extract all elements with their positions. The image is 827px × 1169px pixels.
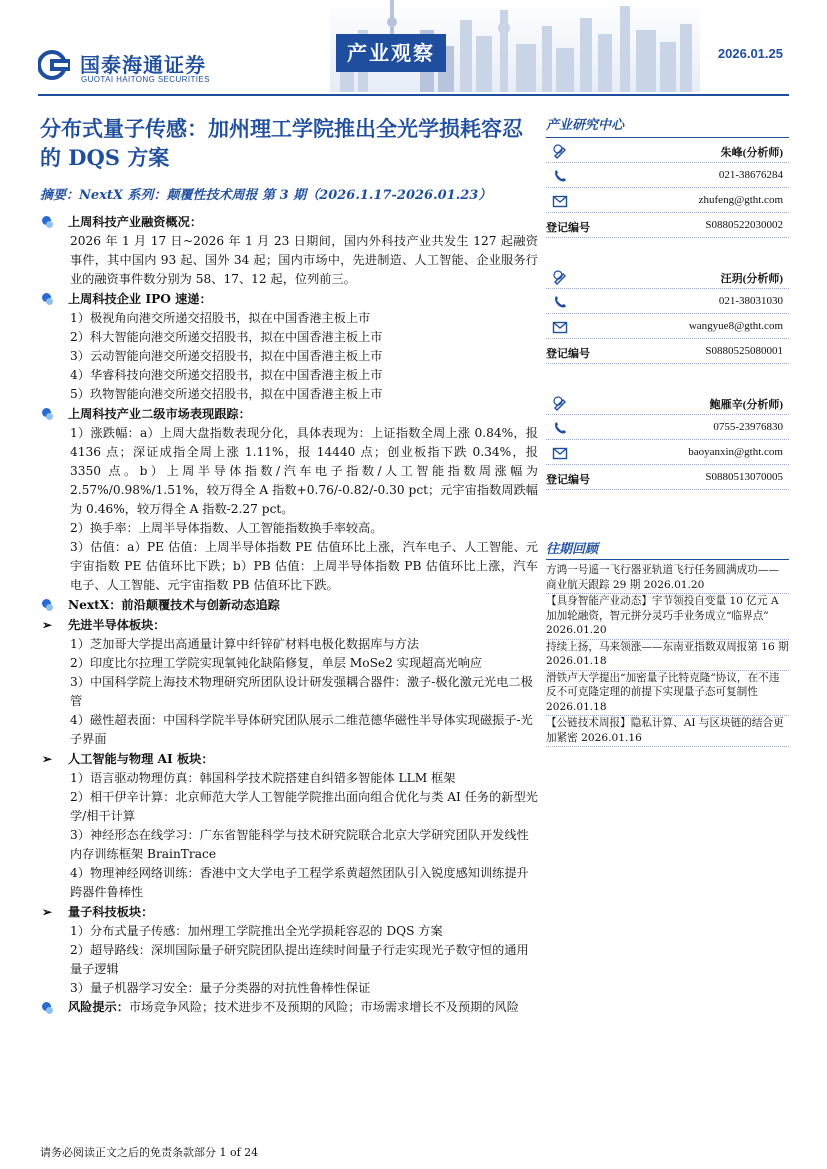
- list-item: 2）科大智能向港交所递交招股书，拟在中国香港主板上市: [70, 330, 383, 344]
- page-footer: 请务必阅读正文之后的免责条款部分 1 of 24: [40, 1146, 259, 1159]
- subsection-heading: ➢ 先进半导体板块：: [40, 615, 538, 635]
- section-heading: 上周科技产业融资概况：: [40, 212, 538, 232]
- risk-text: 市场竞争风险；技术进步不及预期的风险；市场需求增长不及预期的风险: [128, 1000, 519, 1014]
- bullet-dot-icon: [40, 598, 54, 612]
- bullet-dot-icon: [40, 292, 54, 306]
- section-heading: NextX：前沿颠覆技术与创新动态追踪: [40, 595, 538, 615]
- list-item: 3）中国科学院上海技术物理研究所团队设计研发强耦合器件：激子-极化激元光电二极管: [70, 675, 533, 708]
- reg-label: 登记编号: [546, 347, 590, 360]
- email-icon: [552, 445, 568, 461]
- report-title: 分布式量子传感：加州理工学院推出全光学损耗容忍的 DQS 方案: [40, 116, 523, 170]
- analyst-card: [546, 390, 789, 490]
- page-header: [0, 0, 827, 96]
- arrow-icon: ➢: [41, 617, 53, 632]
- history-item[interactable]: 持续上扬，马来领涨——东南亚指数双周报第 16 期 2026.01.18: [546, 640, 789, 671]
- paragraph: 1）涨跌幅：a）上周大盘指数表现分化，具体表现为：上证指数全周上涨 0.84%，报 4136 点；深证成指全周上涨 1.11%，报 14440 点；创业板指下跌 0.34%，报 3350 点。b）上周半导体指数/汽车电子指数/人工智能指数周涨幅为 2.57%/0.98%/1.51%，较万得全 A 指数+0.76/-0.82/-0.30 pct；元宇宙指数周跌幅为 0.46%，较万得全 A 指数-2.27 pct。: [70, 426, 538, 516]
- list-item: 4）华睿科技向港交所递交招股书，拟在中国香港主板上市: [70, 368, 383, 382]
- analyst-name: 鲍雁辛(分析师): [709, 399, 783, 411]
- list-item: 3）神经形态在线学习：广东省智能科学与技术研究院联合北京大学研究团队开发线性内存训练框架 BrainTrace: [70, 828, 529, 861]
- analyst-name: 汪玥(分析师): [720, 273, 783, 285]
- phone-icon: [552, 420, 568, 436]
- pen-icon: [552, 143, 568, 159]
- list-item: 1）极视角向港交所递交招股书，拟在中国香港主板上市: [70, 311, 371, 325]
- email-icon: [552, 319, 568, 335]
- analyst-email[interactable]: baoyanxin@gtht.com: [688, 446, 783, 458]
- brand-name-en: GUOTAI HAITONG SECURITIES: [81, 75, 210, 84]
- analyst-name: 朱峰(分析师): [720, 147, 783, 159]
- paragraph: 2026 年 1 月 17 日~2026 年 1 月 23 日期间，国内外科技产业共发生 127 起融资事件，其中国内 93 起、国外 34 起；国内市场中，先进制造、人工智能、企业服务行业的融资事件数分别为 58、17、12 起，位列前三。: [70, 234, 538, 286]
- analyst-reg: S0880513070005: [705, 471, 783, 483]
- history-item[interactable]: 方鸿一号遥一飞行器亚轨道飞行任务圆满成功——商业航天跟踪 29 期 2026.01.20: [546, 563, 789, 594]
- list-item: 4）磁性超表面：中国科学院半导体研究团队展示二维范德华磁性半导体实现磁振子-光子界面: [70, 713, 533, 746]
- arrow-icon: ➢: [41, 904, 53, 919]
- analyst-reg: S0880525080001: [705, 345, 783, 357]
- brand-logo-icon: [38, 50, 72, 80]
- list-item: 1）语言驱动物理仿真：韩国科学技术院搭建自纠错多智能体 LLM 框架: [70, 771, 456, 785]
- reg-label: 登记编号: [546, 221, 590, 234]
- list-item: 1）芝加哥大学提出高通量计算中纤锌矿材料电极化数据库与方法: [70, 637, 420, 651]
- paragraph: 2）换手率：上周半导体指数、人工智能指数换手率较高。: [70, 521, 383, 535]
- list-item: 2）印度比尔拉理工学院实现氧钝化缺陷修复，单层 MoSe2 实现超高光响应: [70, 656, 483, 670]
- analyst-card: [546, 264, 789, 364]
- history-title: 往期回顾: [546, 538, 789, 560]
- list-item: 4）物理神经网络训练：香港中文大学电子工程学系黄超然团队引入锐度感知训练提升跨器件鲁棒性: [70, 866, 529, 899]
- header-divider: [38, 94, 789, 96]
- bullet-dot-icon: [40, 407, 54, 421]
- history-list: [546, 560, 789, 747]
- list-item: 2）相干伊辛计算：北京师范大学人工智能学院推出面向组合优化与类 AI 任务的新型光学/相干计算: [70, 790, 538, 823]
- list-item: 2）超导路线：深圳国际量子研究院团队提出连续时间量子行走实现光子数守恒的通用量子逻辑: [70, 943, 529, 976]
- analyst-phone: 021-38031030: [718, 295, 783, 307]
- list-item: 3）云动智能向港交所递交招股书，拟在中国香港主板上市: [70, 349, 383, 363]
- analyst-card: [546, 138, 789, 238]
- sidebar-title: 产业研究中心: [546, 114, 789, 138]
- list-item: 5）玖物智能向港交所递交招股书，拟在中国香港主板上市: [70, 387, 383, 401]
- section-heading: 上周科技企业 IPO 速递：: [40, 289, 538, 309]
- subsection-heading: ➢ 人工智能与物理 AI 板块：: [40, 749, 538, 769]
- sidebar: [546, 114, 789, 747]
- analyst-phone: 0755-23976830: [713, 421, 783, 433]
- risk-warning: [40, 998, 538, 1017]
- paragraph: 3）估值：a）PE 估值：上周半导体指数 PE 估值环比上涨，汽车电子、人工智能、元宇宙指数 PE 估值环比下跌；b）PB 估值：上周半导体指数 PB 估值环比上涨，汽车电子、人工智能、元宇宙指数 PB 估值环比下跌。: [70, 540, 538, 592]
- pen-icon: [552, 395, 568, 411]
- analyst-email[interactable]: zhufeng@gtht.com: [698, 194, 783, 206]
- main-content: [40, 212, 538, 1017]
- category-tag: 产业观察: [336, 34, 446, 72]
- analyst-email[interactable]: wangyue8@gtht.com: [688, 320, 783, 332]
- bullet-dot-icon: [40, 1001, 54, 1015]
- phone-icon: [552, 168, 568, 184]
- history-item[interactable]: 滑铁卢大学提出“加密量子比特克隆”协议，在不违反不可克隆定理的前提下实现量子态可复制性 2026.01.18: [546, 671, 789, 717]
- report-date: 2026.01.25: [717, 46, 783, 61]
- risk-label: 风险提示：: [68, 1000, 129, 1014]
- section-heading: 上周科技产业二级市场表现跟踪：: [40, 404, 538, 424]
- email-icon: [552, 193, 568, 209]
- history-item[interactable]: 【具身智能产业动态】宇节领投自变量 10 亿元 A 加加轮融资，智元拼分灵巧手业务成立“临界点” 2026.01.20: [546, 594, 789, 640]
- analyst-phone: 021-38676284: [718, 169, 783, 181]
- reg-label: 登记编号: [546, 473, 590, 486]
- phone-icon: [552, 294, 568, 310]
- brand-name: 国泰海通证券: [80, 53, 206, 77]
- analyst-reg: S0880522030002: [705, 219, 783, 231]
- list-item: 1）分布式量子传感：加州理工学院推出全光学损耗容忍的 DQS 方案: [70, 924, 443, 938]
- abstract-line: 摘要：NextX 系列：颠覆性技术周报 第 3 期（2026.1.17-2026.01.23）: [40, 188, 492, 203]
- pen-icon: [552, 269, 568, 285]
- subsection-heading: ➢ 量子科技板块：: [40, 902, 538, 922]
- list-item: 3）量子机器学习安全：量子分类器的对抗性鲁棒性保证: [70, 981, 371, 995]
- arrow-icon: ➢: [41, 751, 53, 766]
- history-item[interactable]: 【公链技术周报】隐私计算、AI 与区块链的结合更加紧密 2026.01.16: [546, 716, 789, 747]
- bullet-dot-icon: [40, 215, 54, 229]
